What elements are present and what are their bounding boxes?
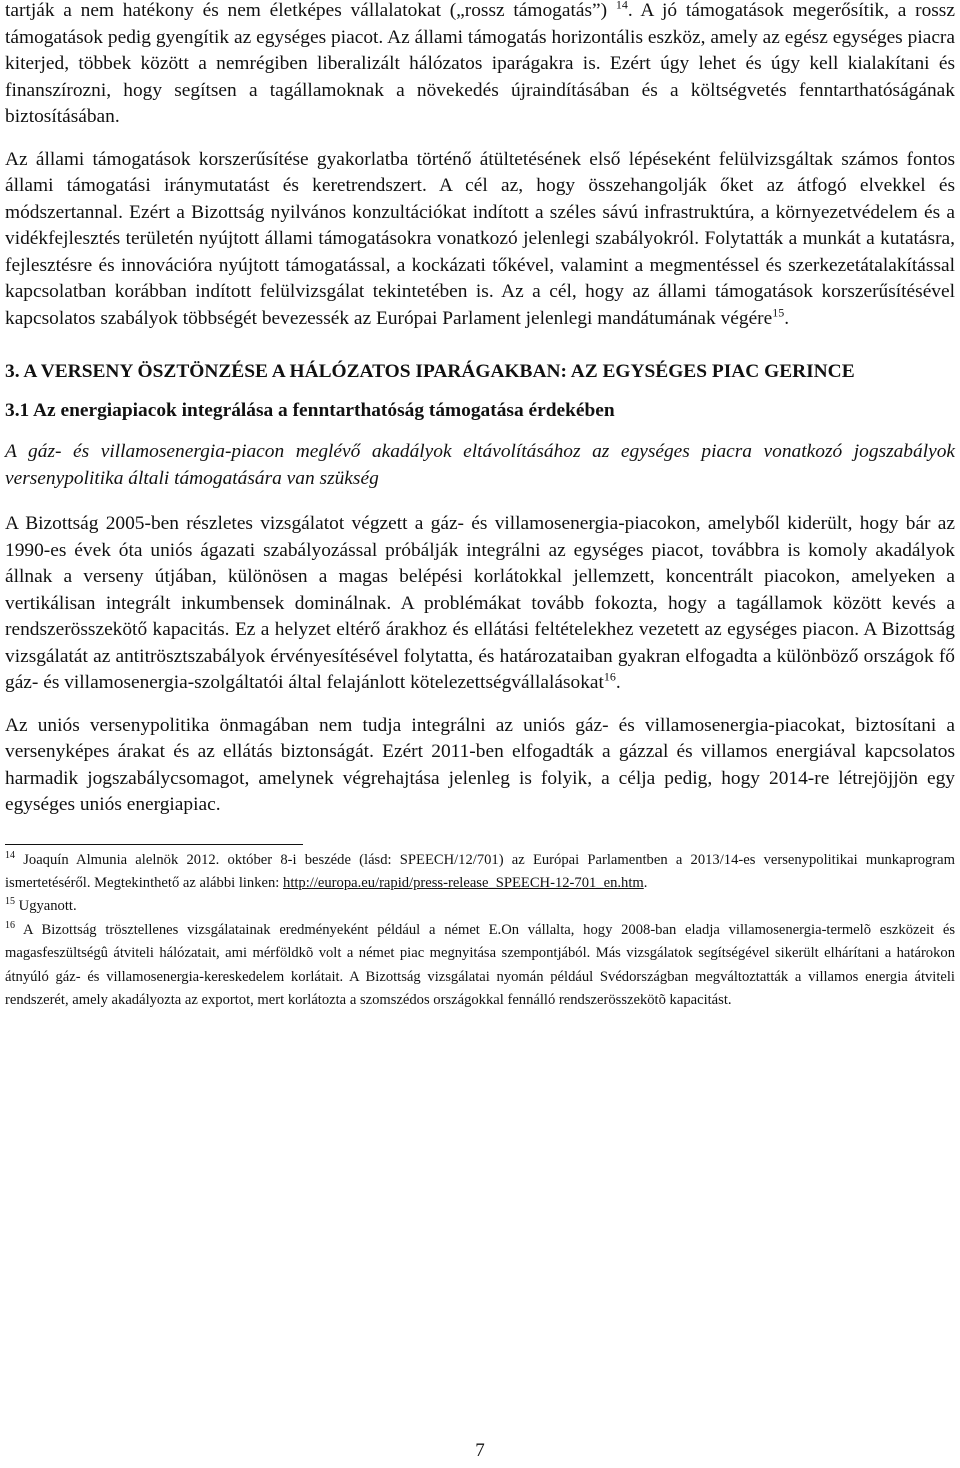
paragraph-text: tartják a nem hatékony és nem életképes vállalatokat („rossz támogatás”): [5, 0, 608, 21]
section-heading-3: 3. A VERSENY ÖSZTÖNZÉSE A HÁLÓZATOS IPARÁGAKBAN: AZ EGYSÉGES PIAC GERINCE: [5, 361, 855, 382]
footnotes: [5, 849, 955, 1013]
footnote-15: [5, 895, 955, 918]
footnote-text: Joaquín Almunia alelnök 2012. október 8-i beszéde (lásd: SPEECH/12/701) az Európai Parlamentben a 2013/14-es versenypolitikai munkaprogram ismertetéséről. Megtekinthető az alábbi linken:: [5, 851, 955, 891]
footnote-ref-15[interactable]: 15: [772, 305, 785, 320]
footnote-ref-14[interactable]: 14: [615, 0, 628, 12]
footnote-number: 14: [5, 849, 15, 861]
paragraph-text: Az állami támogatások korszerűsítése gyakorlatba történő átültetésének első lépéseként felülvizsgáltak számos fontos állami támogatási iránymutatást és keretrendszert. A cél az, hogy összehangolják őket az átfogó elvekkel és módszertannal. Ezért a Bizottság nyilvános konzultációkat indított a széles sávú infrastruktúra, a környezetvédelem és a vidékfejlesztés területén nyújtott állami támogatásokra vonatkozó jelenlegi szabályokról. Folytatták a munkát a kutatásra, fejlesztésre és innovációra nyújtott támogatással, a kockázati tőkével, valamint a megmentéssel és szerkezetátalakítással kapcsolatban korábban indított felülvizsgálat tekintetében is. Az a cél, hogy az állami támogatások korszerűsítésével kapcsolatos szabályok többségét bevezessék az Európai Parlament jelenlegi mandátumának végére: [5, 148, 955, 329]
footnote-text: Ugyanott.: [15, 898, 77, 915]
paragraph-end: .: [784, 307, 790, 329]
footnote-link[interactable]: http://europa.eu/rapid/press-release_SPEECH-12-701_en.htm: [283, 874, 644, 891]
footnote-divider: [5, 844, 303, 845]
paragraph-intro: [5, 0, 955, 131]
subsection-heading-3-1: 3.1 Az energiapiacok integrálása a fenntarthatóság támogatása érdekében: [5, 400, 615, 421]
footnote-number: 16: [5, 919, 15, 931]
paragraph-text-cont: . A jó támogatások megerősítik, a rossz támogatások pedig gyengítik az egységes piacot. Az állami támogatás horizontális eszköz, amely az egész egységes piacra kiterjed, többek között a nemrégiben liberalizált hálózatos iparágakra is. Ezért úgy lehet és úgy kell kialakítani és finanszírozni, hogy segítsen a tagállamoknak a növekedés újraindításában és a költségvetés fenntarthatóságának biztosításában.: [5, 0, 955, 127]
footnote-number: 15: [5, 896, 15, 908]
italic-lead: A gáz- és villamosenergia-piacon meglévő akadályok eltávolításához az egységes piacra vonatkozó jogszabályok versenypolitika általi támogatására van szükség: [5, 441, 955, 489]
paragraph-text: A Bizottság 2005-ben részletes vizsgálatot végzett a gáz- és villamosenergia-piacokon, amelyből kiderült, hogy bár az 1990-es évek óta uniós ágazati szabályozással próbálják integrálni az egységes piacot, továbbra is komoly akadályok állnak a verseny útjában, különösen a magas belépési korlátokkal jellemzett, koncentrált piacokon, amelyeken a vertikálisan integrált inkumbensek dominálnak. A problémákat tovább fokozta, hogy a tagállamok között kevés a rendszerösszekötő kapacitás. Ez a helyzet eltérő árakhoz és ellátási feltételekhez vezetett az egységes piacon. A Bizottság vizsgálatát az antitrösztszabályok érvényesítésével folytatta, és határozataiban gyakran elfogadta a különböző országok fő gáz- és villamosenergia-szolgáltatói által felajánlott kötelezettségvállalásokat: [5, 513, 955, 693]
document-page: [5, 0, 955, 1012]
page-number: 7: [475, 1440, 485, 1461]
paragraph-end: .: [615, 672, 621, 693]
footnote-16: [5, 919, 955, 1013]
footnote-ref-16[interactable]: 16: [603, 669, 616, 684]
footnote-text: A Bizottság trösztellenes vizsgálatainak eredményeként például a német E.On vállalta, hogy 2008-ban eladja villamosenergia-termelõ eszközeit és magasfeszültségû átviteli hálózatait, ami mérföldkõ volt a német piac megnyitása szempontjából. Más vizsgálatok segítségével sikerült elhárítani a határokon átnyúló gáz- és villamosenergia-kereskedelem korlátait. A Bizottság vizsgálatai nyomán például Svédországban megváltoztatták a villamos energia átviteli rendszerét, amely akadályozta az exportot, mert korlátozta a szomszédos országokkal fennálló rendszerösszekötõ kapacitást.: [5, 921, 955, 1008]
paragraph-investigation: [5, 511, 955, 697]
footnote-14: [5, 849, 955, 896]
paragraph-modernisation: [5, 147, 955, 333]
paragraph-energy-market: Az uniós versenypolitika önmagában nem tudja integrálni az uniós gáz- és villamosenergia-piacokat, biztosítani a versenyképes árakat és az ellátás biztonságát. Ezért 2011-ben elfogadták a gázzal és villamos energiával kapcsolatos harmadik jogszabálycsomagot, amelynek végrehajtása jelenleg is folyik, a célja pedig, hogy 2014-re létrejöjjön egy egységes uniós energiapiac.: [5, 714, 955, 815]
footnote-end: .: [643, 874, 648, 891]
